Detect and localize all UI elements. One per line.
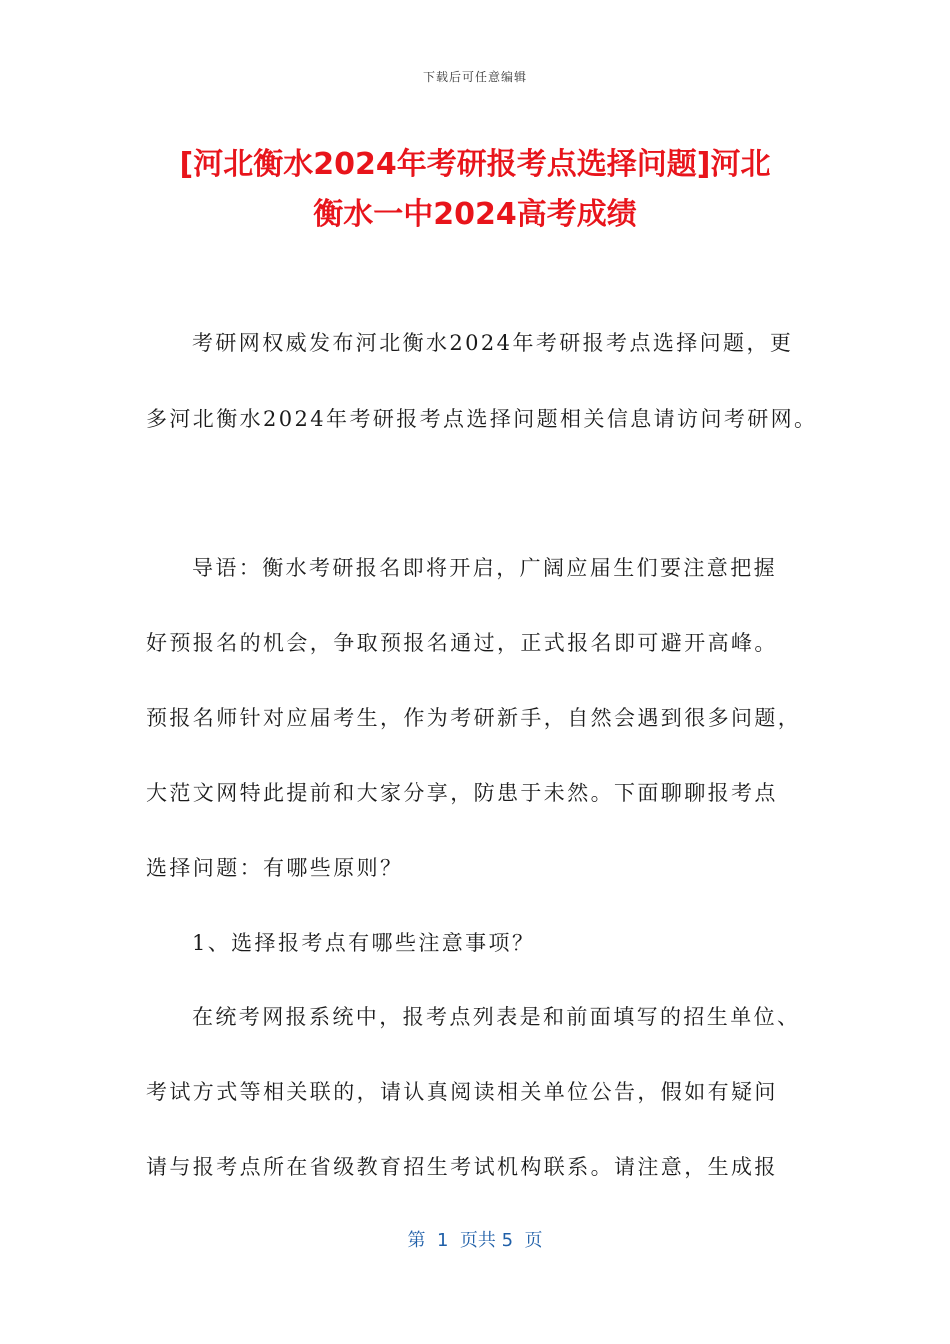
intro-line-1: 考研网权威发布河北衡水2024年考研报考点选择问题，更 <box>192 331 794 355</box>
body-line-6: 在统考网报系统中，报考点列表是和前面填写的招生单位、 <box>192 1005 801 1029</box>
title-line-2: 衡水一中2024高考成绩 <box>313 197 637 232</box>
body-line-1: 导语：衡水考研报名即将开启，广阔应届生们要注意把握 <box>192 556 777 580</box>
page-footer: 第 1 页共 5 页 <box>407 1230 543 1251</box>
document-title <box>120 140 830 240</box>
section-heading: 1、选择报考点有哪些注意事项？ <box>192 931 536 955</box>
body-line-3: 预报名师针对应届考生，作为考研新手，自然会遇到很多问题， <box>146 706 802 730</box>
header-note: 下载后可任意编辑 <box>422 70 527 84</box>
intro-line-2: 多河北衡水2024年考研报考点选择问题相关信息请访问考研网。 <box>146 407 818 431</box>
body-line-4: 大范文网特此提前和大家分享，防患于未然。下面聊聊报考点 <box>146 781 778 805</box>
body-line-7: 考试方式等相关联的，请认真阅读相关单位公告，假如有疑问 <box>146 1080 778 1104</box>
body-line-5: 选择问题：有哪些原则？ <box>146 856 404 880</box>
title-line-1: [河北衡水2024年考研报考点选择问题]河北 <box>179 147 771 182</box>
body-line-2: 好预报名的机会，争取预报名通过，正式报名即可避开高峰。 <box>146 631 778 655</box>
body-line-8: 请与报考点所在省级教育招生考试机构联系。请注意，生成报 <box>146 1155 778 1179</box>
